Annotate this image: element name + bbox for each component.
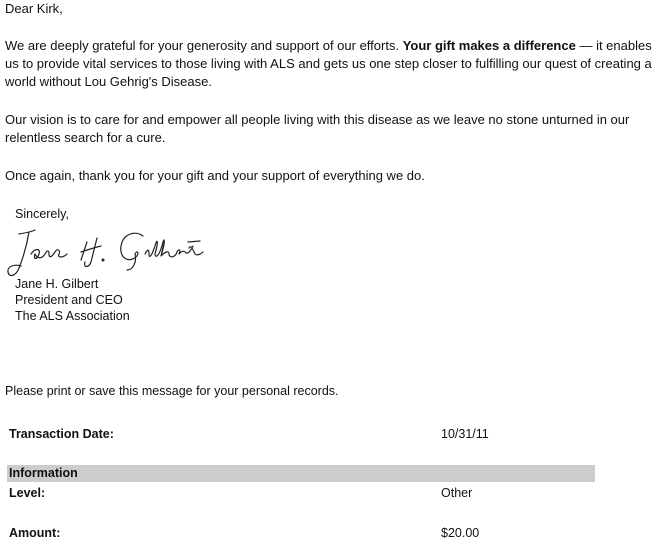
paragraph-vision (5, 111, 629, 147)
transaction-date-value: 10/31/11 (441, 427, 489, 441)
paragraph-thanks: Once again, thank you for your gift and your support of everything we do. (5, 168, 425, 183)
paragraph-line (5, 37, 652, 55)
signer-title: President and CEO (15, 293, 123, 307)
emphasis-text: Your gift makes a difference (402, 38, 576, 53)
paragraph-line: us to provide vital services to those living with ALS and gets us one step closer to fulfilling our quest of creating a (5, 56, 652, 71)
paragraph-line: relentless search for a cure. (5, 130, 166, 145)
level-value: Other (441, 486, 473, 500)
amount-label: Amount: (9, 526, 61, 540)
greeting: Dear Kirk, (5, 1, 63, 16)
amount-value: $20.00 (441, 526, 480, 540)
signer-info (15, 276, 130, 324)
signer-organization: The ALS Association (15, 309, 130, 323)
paragraph-line: world without Lou Gehrig's Disease. (5, 74, 212, 89)
transaction-date-label: Transaction Date: (9, 427, 114, 441)
text: We are deeply grateful for your generosity and support of our efforts. (5, 38, 403, 53)
information-section-header (7, 465, 595, 482)
closing: Sincerely, (15, 207, 69, 221)
paragraph-gratitude (5, 37, 652, 91)
text: — it enables (575, 38, 652, 53)
paragraph-line: Our vision is to care for and empower all people living with this disease as we leave no stone unturned in our (5, 112, 630, 127)
level-label: Level: (9, 486, 46, 500)
handwritten-signature (5, 224, 205, 284)
signer-name: Jane H. Gilbert (15, 277, 99, 291)
section-title: Information (9, 466, 78, 480)
records-notice: Please print or save this message for your personal records. (5, 384, 339, 398)
